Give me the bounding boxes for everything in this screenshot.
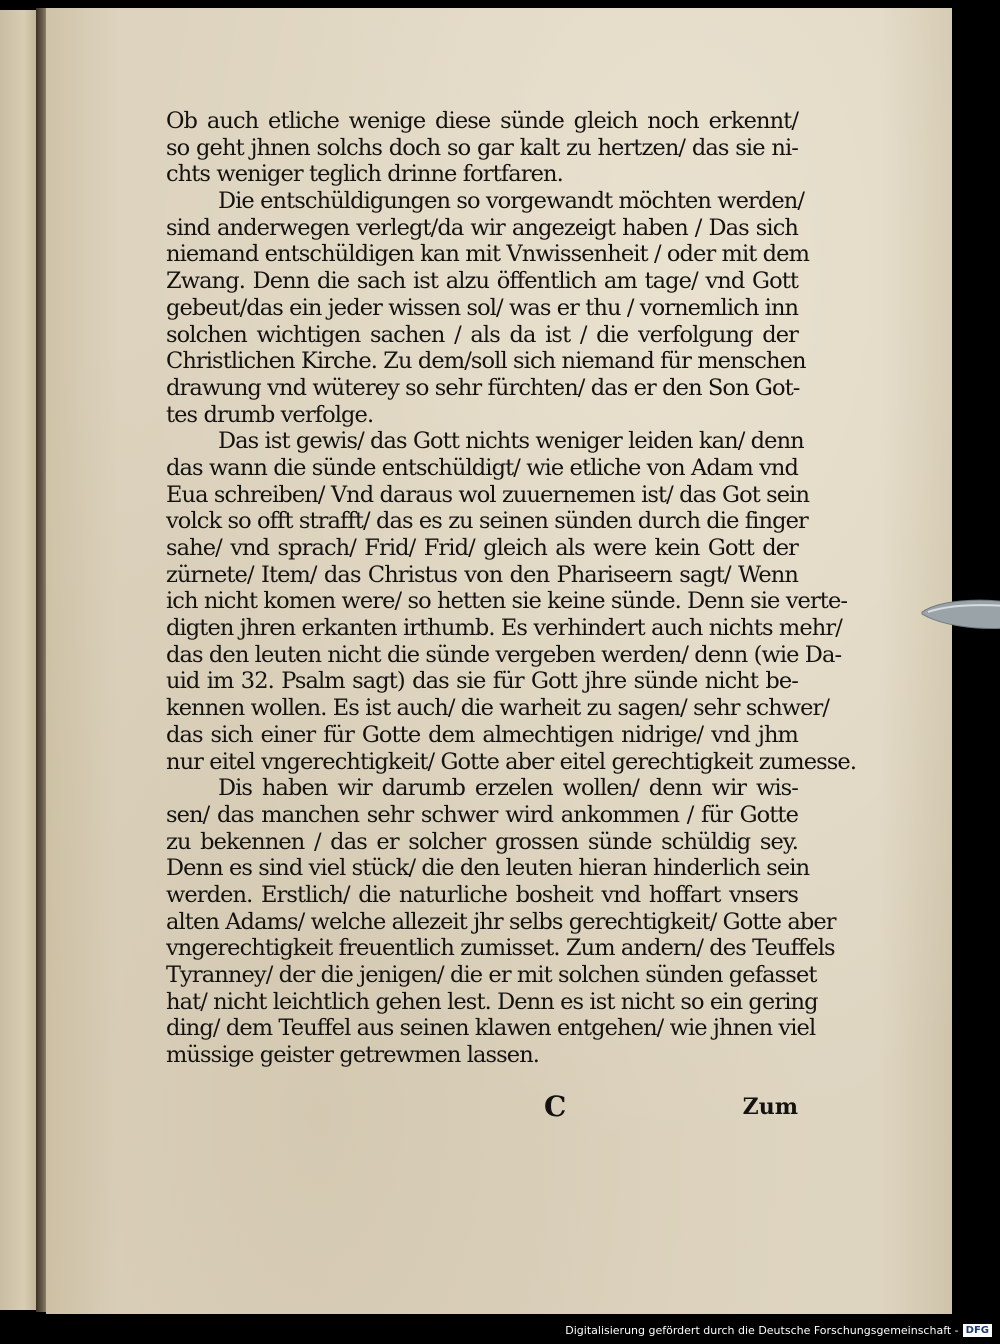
text-line: sind anderwegen verlegt/da wir angezeigt haben / Das sich bbox=[166, 214, 798, 241]
text-line: volck so offt strafft/ das es zu seinen sünden durch die finger bbox=[166, 508, 808, 535]
text-line: gebeut/das ein jeder wissen sol/ was er thu / vornemlich inn bbox=[166, 294, 799, 321]
text-line: müssige geister getrewmen lassen. bbox=[166, 1042, 540, 1069]
text-line: drawung vnd wüterey so sehr fürchten/ das er den Son Got- bbox=[166, 374, 800, 401]
text-line: alten Adams/ welche allezeit jhr selbs gerechtigkeit/ Gotte aber bbox=[166, 908, 836, 935]
text-line: das wann die sünde entschüldigt/ wie etliche von Adam vnd bbox=[166, 454, 798, 481]
text-line: das sich einer für Gotte dem almechtigen nidrige/ vnd jhm bbox=[166, 721, 798, 748]
text-line: niemand entschüldigen kan mit Vnwissenheit / oder mit dem bbox=[166, 241, 810, 268]
page-text bbox=[166, 108, 857, 1069]
text-line: nur eitel vngerechtigkeit/ Gotte aber eitel gerechtigkeit zumesse. bbox=[166, 748, 857, 775]
text-line: Dis haben wir darumb erzelen wollen/ denn wir wis- bbox=[218, 775, 798, 802]
dfg-logo: DFG bbox=[963, 1324, 992, 1337]
page-foot bbox=[166, 1090, 798, 1122]
text-line: chts weniger teglich drinne fortfaren. bbox=[166, 161, 563, 188]
text-line: Die entschüldigungen so vorgewandt möchten werden/ bbox=[218, 188, 805, 215]
text-line: zürnete/ Item/ das Christus von den Phariseern sagt/ Wenn bbox=[166, 561, 798, 588]
credit-text: Digitalisierung gefördert durch die Deutsche Forschungsgemeinschaft - bbox=[565, 1323, 959, 1337]
text-line: Eua schreiben/ Vnd daraus wol zuuernemen ist/ das Got sein bbox=[166, 481, 810, 508]
text-line: so geht jhnen solchs doch so gar kalt zu hertzen/ das sie ni- bbox=[166, 134, 798, 161]
text-line: solchen wichtigen sachen / als da ist / die verfolgung der bbox=[166, 321, 798, 348]
text-line: Zwang. Denn die sach ist alzu öffentlich am tage/ vnd Gott bbox=[166, 268, 798, 295]
text-line: digten jhren erkanten irthumb. Es verhindert auch nichts mehr/ bbox=[166, 615, 842, 642]
text-line: sen/ das manchen sehr schwer wird ankommen / für Gotte bbox=[166, 801, 798, 828]
text-line: werden. Erstlich/ die naturliche bosheit vnd hoffart vnsers bbox=[166, 881, 798, 908]
previous-page-edge bbox=[0, 10, 40, 1310]
text-line: Ob auch etliche wenige diese sünde gleich noch erkennt/ bbox=[166, 108, 798, 134]
text-line: ich nicht komen were/ so hetten sie keine sünde. Denn sie verte- bbox=[166, 588, 848, 615]
text-line: zu bekennen / das er solcher grossen sünde schüldig sey. bbox=[166, 828, 798, 855]
signature-mark: C bbox=[544, 1090, 567, 1123]
text-line: kennen wollen. Es ist auch/ die warheit zu sagen/ sehr schwer/ bbox=[166, 695, 830, 722]
page-pointer-icon bbox=[918, 596, 1000, 632]
text-line: ding/ dem Teuffel aus seinen klawen entgehen/ wie jhnen viel bbox=[166, 1015, 816, 1042]
text-line: sahe/ vnd sprach/ Frid/ Frid/ gleich als were kein Gott der bbox=[166, 535, 798, 561]
catchword: Zum bbox=[742, 1094, 798, 1120]
text-line: uid im 32. Psalm sagt) das sie für Gott jhre sünde nicht be- bbox=[166, 668, 798, 695]
text-line: hat/ nicht leichtlich gehen lest. Denn es ist nicht so ein gering bbox=[166, 988, 818, 1015]
text-line: das den leuten nicht die sünde vergeben werden/ denn (wie Da- bbox=[166, 641, 842, 668]
text-line: Christlichen Kirche. Zu dem/soll sich niemand für menschen bbox=[166, 348, 806, 375]
digitization-credit bbox=[565, 1322, 992, 1338]
text-line: vngerechtigkeit freuentlich zumisset. Zum andern/ des Teuffels bbox=[166, 935, 835, 962]
text-line: Denn es sind viel stück/ die den leuten hieran hinderlich sein bbox=[166, 855, 810, 882]
book-page bbox=[46, 8, 952, 1314]
text-line: tes drumb verfolge. bbox=[166, 401, 374, 428]
text-line: Tyranney/ der die jenigen/ die er mit solchen sünden gefasset bbox=[166, 962, 817, 988]
text-line: Das ist gewis/ das Gott nichts weniger leiden kan/ denn bbox=[218, 428, 804, 455]
